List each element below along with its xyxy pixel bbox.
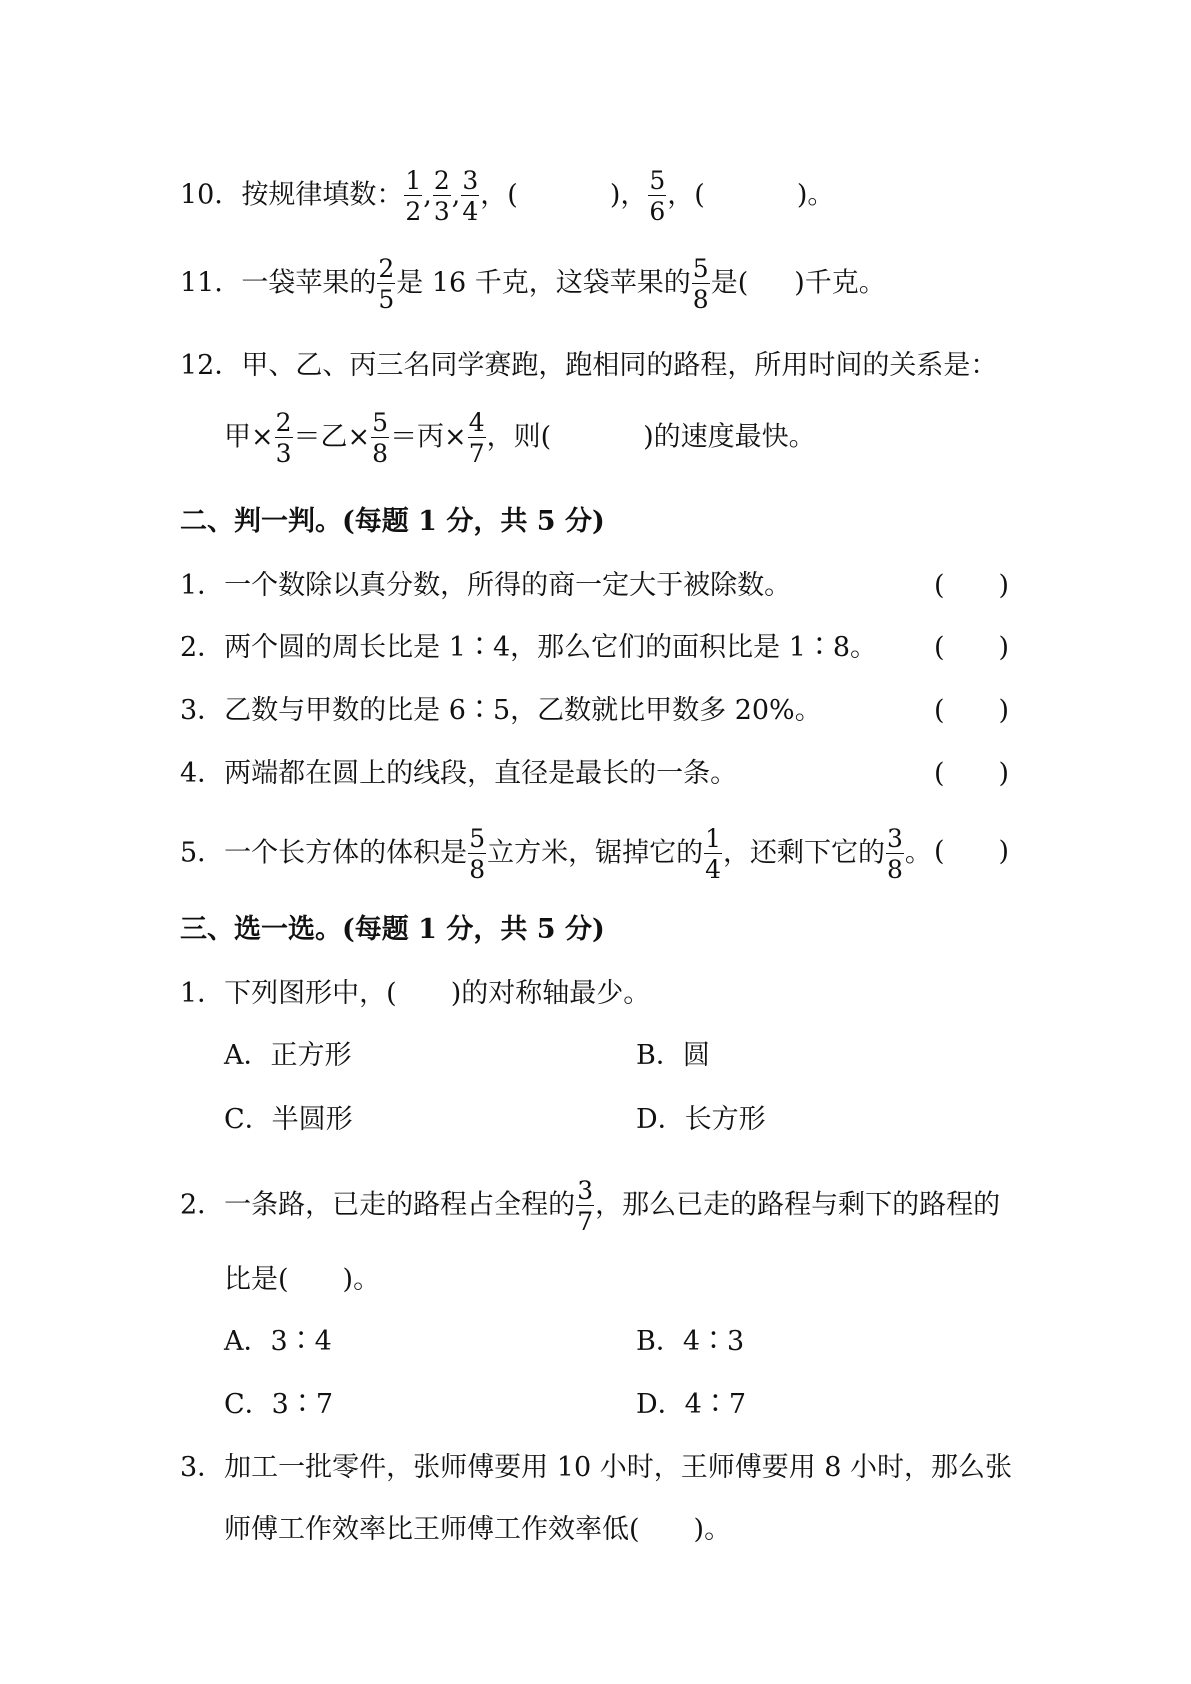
choice-option-d[interactable]: D．长方形 (636, 1104, 766, 1135)
choice-option-c[interactable]: C．3∶7 (224, 1389, 334, 1420)
question-11 (180, 256, 886, 312)
q12-text-a: 甲× (224, 421, 274, 453)
q10-text: 按规律填数： (241, 179, 404, 211)
blank-close: )， (609, 179, 648, 211)
q12-text-c: ＝丙× (390, 421, 467, 453)
q12-text-b: ＝乙× (293, 421, 371, 453)
choice-option-b[interactable]: B．4∶3 (636, 1326, 745, 1357)
choice-question-3-line2: 师傅工作效率比王师傅工作效率低( )。 (224, 1514, 732, 1545)
q11-text-d: )千克。 (794, 267, 886, 299)
q11-text-c: 是( (710, 267, 749, 299)
blank-open: ，( (480, 179, 518, 211)
choice-option-a[interactable]: A．3∶4 (224, 1326, 332, 1357)
fraction: $\frac{2}{5}$ (378, 254, 395, 314)
fraction: $\frac{3}{7}$ (577, 1176, 594, 1236)
judge-item-5 (180, 826, 932, 882)
judge-item-3: 3．乙数与甲数的比是 6∶5，乙数就比甲数多 20%。 (180, 695, 822, 726)
fraction: $\frac{5}{8}$ (692, 254, 709, 314)
q5-text-a: 5．一个长方体的体积是 (180, 837, 468, 869)
fraction: $\frac{3}{4}$ (462, 166, 479, 226)
choice-question-2-line2: 比是( )。 (224, 1264, 381, 1295)
q11-text-b: 是 16 千克，这袋苹果的 (396, 267, 691, 299)
q5-text-c: ，还剩下它的 (723, 837, 885, 869)
choice-question-3: 3．加工一批零件，张师傅要用 10 小时，王师傅要用 8 小时，那么张 (180, 1452, 1013, 1483)
choice-question-2 (180, 1178, 1000, 1234)
fraction: $\frac{3}{8}$ (887, 824, 903, 884)
fraction: $\frac{5}{8}$ (469, 824, 486, 884)
question-10: 10．按规律填数： $\frac{1}{2}$ , $\frac{2}{3}$ , $\frac{3}{4}$ ，( )， $\frac{5}{6}$ ，( )。 (180, 166, 835, 226)
fraction: $\frac{5}{8}$ (372, 408, 389, 468)
q12-text-d: ，则( (486, 421, 552, 453)
judge-answer-4[interactable]: ( ) (934, 758, 1010, 789)
choice-question-1: 1．下列图形中，( )的对称轴最少。 (180, 978, 651, 1009)
q2-text-a: 2．一条路，已走的路程占全程的 (180, 1189, 576, 1221)
section-2-title: 二、判一判。(每题 1 分，共 5 分) (180, 506, 605, 537)
judge-item-4: 4．两端都在圆上的线段，直径是最长的一条。 (180, 758, 738, 789)
choice-option-d[interactable]: D．4∶7 (636, 1389, 747, 1420)
blank-close: )。 (796, 179, 835, 211)
blank-open: ，( (667, 179, 705, 211)
q12-text: 甲、乙、丙三名同学赛跑，跑相同的路程，所用时间的关系是： (241, 350, 998, 381)
judge-item-1: 1．一个数除以真分数，所得的商一定大于被除数。 (180, 570, 792, 601)
fraction: $\frac{1}{4}$ (705, 824, 721, 884)
q10-number: 10． (180, 179, 242, 211)
q11-text-a: 一袋苹果的 (241, 267, 377, 299)
q12-number: 12． (180, 350, 242, 381)
judge-answer-3[interactable]: ( ) (934, 695, 1010, 726)
q11-number: 11． (180, 267, 242, 299)
judge-answer-1[interactable]: ( ) (934, 570, 1010, 601)
q5-text-b: 立方米，锯掉它的 (487, 837, 704, 869)
judge-item-2: 2．两个圆的周长比是 1∶4，那么它们的面积比是 1∶8。 (180, 632, 878, 663)
judge-answer-5[interactable]: ( ) (934, 836, 1010, 867)
q2-text-b: ，那么已走的路程与剩下的路程的 (595, 1189, 1001, 1221)
section-3-title: 三、选一选。(每题 1 分，共 5 分) (180, 914, 605, 945)
choice-option-b[interactable]: B．圆 (636, 1040, 710, 1071)
fraction: $\frac{1}{2}$ (405, 166, 422, 226)
fraction: $\frac{5}{6}$ (649, 166, 666, 226)
q12-text-e: )的速度最快。 (643, 421, 816, 453)
fraction: $\frac{2}{3}$ (433, 166, 450, 226)
judge-answer-2[interactable]: ( ) (934, 632, 1010, 663)
question-12-line2 (224, 410, 816, 466)
choice-option-a[interactable]: A．正方形 (224, 1040, 352, 1071)
fraction: $\frac{4}{7}$ (468, 408, 485, 468)
fraction: $\frac{2}{3}$ (275, 408, 292, 468)
q5-text-d: 。 (904, 837, 932, 869)
question-12-line1 (180, 352, 997, 379)
choice-option-c[interactable]: C．半圆形 (224, 1104, 353, 1135)
